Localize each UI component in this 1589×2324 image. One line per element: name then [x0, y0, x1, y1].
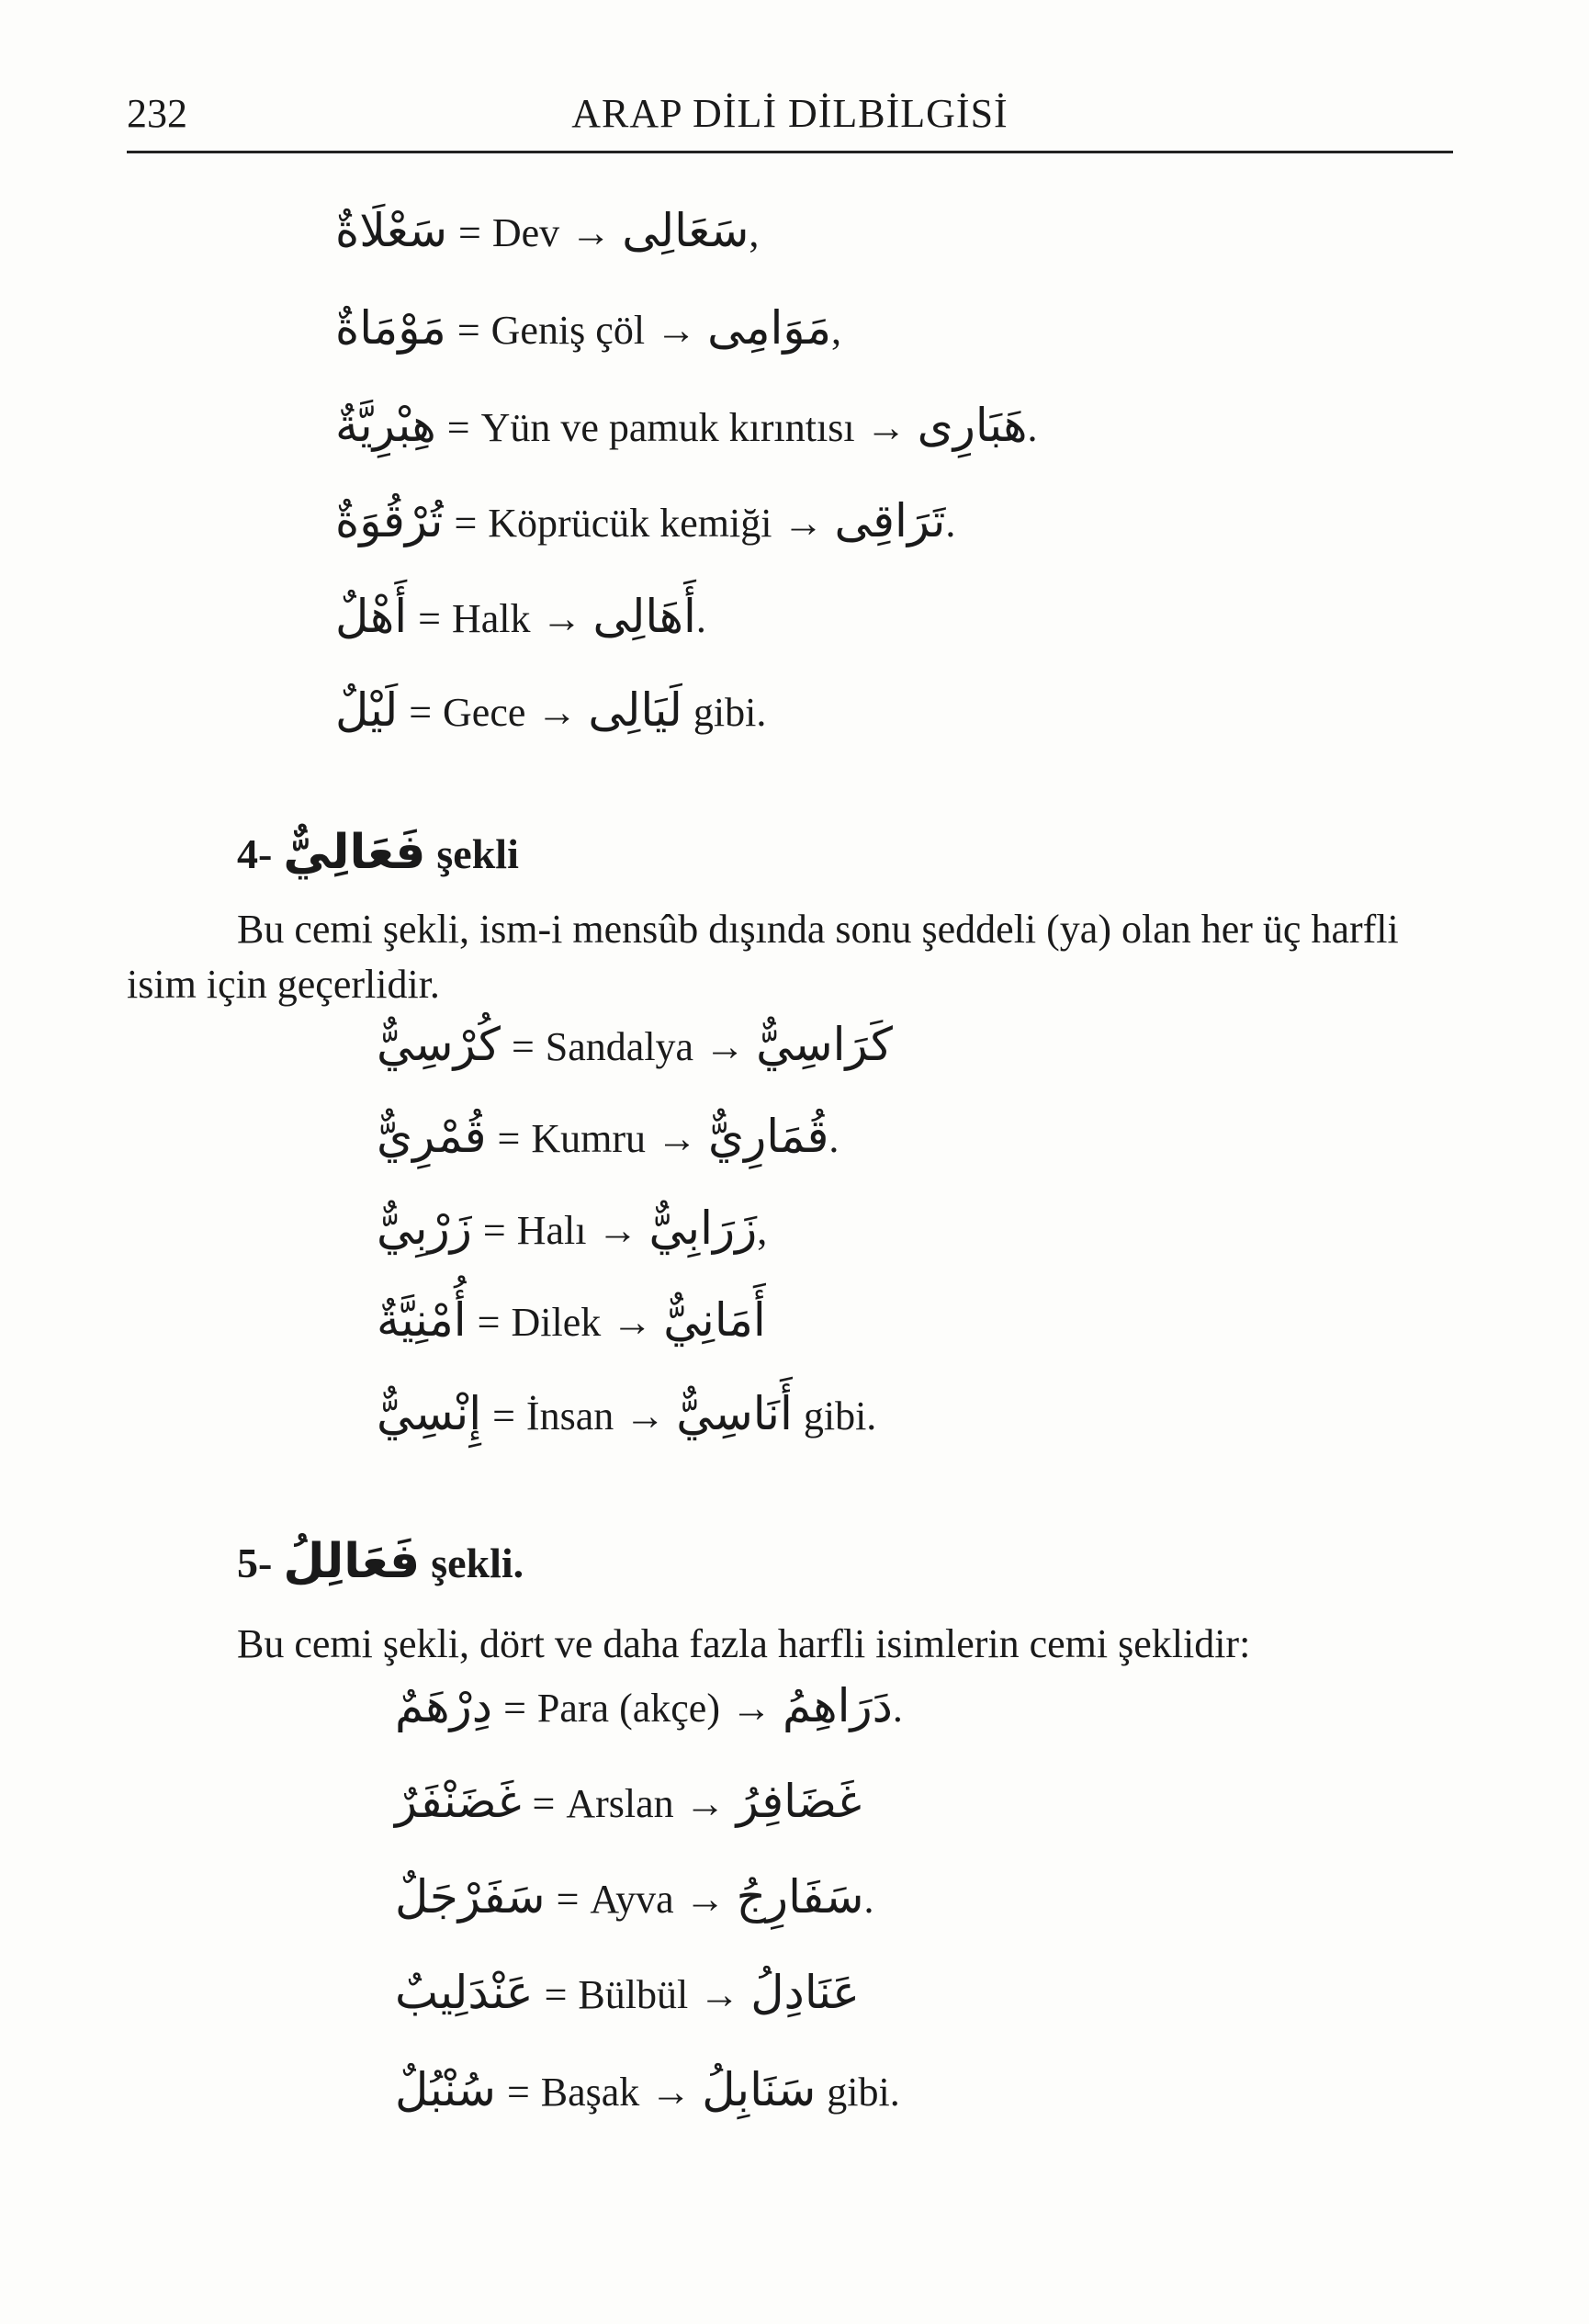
- arabic-singular: عَنْدَلِيبٌ: [395, 1966, 534, 2019]
- line-tail: .: [695, 596, 706, 641]
- turkish-meaning: Geniş çöl: [490, 308, 646, 353]
- arabic-plural: هَبَارِى: [917, 399, 1028, 452]
- turkish-meaning: Halı: [516, 1208, 587, 1253]
- section-4-paragraph: Bu cemi şekli, ism-i mensûb dışında sonu şeddeli (ya) olan her üç harfli isim için geçerlidir.: [127, 907, 1399, 1007]
- arrow-icon: →: [536, 690, 578, 735]
- arrow-icon: →: [684, 1877, 726, 1922]
- arabic-singular: غَضَنْفَرٌ: [395, 1775, 522, 1828]
- arabic-plural: أَنَاسِيٌّ: [676, 1387, 793, 1440]
- example-line: [395, 1775, 862, 1828]
- example-line: [377, 1110, 839, 1163]
- arrow-icon: →: [612, 1300, 653, 1345]
- arabic-plural: مَوَامِى: [707, 301, 832, 355]
- equals-sign: =: [497, 1116, 521, 1161]
- arabic-plural: أَهَالِى: [592, 590, 696, 643]
- arabic-singular: أَهْلٌ: [335, 590, 408, 643]
- section-heading-4: [237, 825, 519, 880]
- equals-sign: =: [418, 596, 441, 641]
- arabic-plural: لَيَالِى: [588, 683, 682, 737]
- arrow-icon: →: [699, 1972, 740, 2017]
- line-tail: .: [892, 1686, 903, 1731]
- example-line: [377, 1201, 767, 1255]
- turkish-meaning: Kumru: [531, 1116, 647, 1161]
- example-line: [335, 590, 706, 643]
- arrow-icon: →: [656, 308, 697, 353]
- arrow-icon: →: [783, 501, 824, 546]
- arrow-icon: →: [865, 405, 907, 450]
- section-label: şekli.: [431, 1540, 524, 1586]
- arabic-singular: لَيْلٌ: [335, 683, 399, 737]
- turkish-meaning: Köprücük kemiği: [488, 501, 772, 546]
- line-tail: gibi.: [827, 2070, 900, 2115]
- arabic-plural: قُمَارِيٌّ: [708, 1110, 829, 1163]
- arabic-singular: قُمْرِيٌّ: [377, 1110, 487, 1163]
- turkish-meaning: Para (akçe): [536, 1686, 720, 1731]
- example-line: [335, 301, 841, 355]
- arabic-singular: زَرْبِيٌّ: [377, 1201, 472, 1255]
- example-line: [377, 1293, 766, 1347]
- line-tail: .: [945, 501, 956, 546]
- arabic-plural: عَنَادِلُ: [750, 1966, 860, 2019]
- turkish-meaning: Gece: [443, 690, 526, 735]
- line-tail: .: [828, 1116, 840, 1161]
- line-tail: gibi.: [693, 690, 767, 735]
- turkish-meaning: Sandalya: [545, 1024, 694, 1069]
- turkish-meaning: İnsan: [525, 1393, 614, 1438]
- equals-sign: =: [556, 1877, 580, 1922]
- arrow-icon: →: [704, 1024, 746, 1069]
- section-pattern: فَعَالِلُ: [283, 1534, 421, 1589]
- page-number: 232: [127, 91, 187, 136]
- line-tail: ,: [749, 210, 760, 255]
- arabic-singular: سَفَرْجَلٌ: [395, 1870, 546, 1924]
- example-line: [377, 1018, 893, 1071]
- section-pattern: فَعَالِيٌّ: [283, 825, 426, 880]
- arrow-icon: →: [684, 1781, 726, 1826]
- turkish-meaning: Halk: [451, 596, 531, 641]
- arabic-singular: أُمْنِيَّةٌ: [377, 1293, 467, 1347]
- example-line: [395, 1966, 860, 2019]
- equals-sign: =: [458, 210, 481, 255]
- arrow-icon: →: [657, 1116, 698, 1161]
- arabic-plural: سَعَالِى: [622, 204, 749, 257]
- example-line: [335, 494, 955, 547]
- equals-sign: =: [477, 1300, 501, 1345]
- turkish-meaning: Başak: [540, 2070, 640, 2115]
- arabic-singular: سُنْبُلٌ: [395, 2063, 496, 2116]
- line-tail: ,: [757, 1208, 768, 1253]
- arabic-plural: كَرَاسِيٌّ: [756, 1018, 893, 1071]
- equals-sign: =: [454, 501, 478, 546]
- section-label: şekli: [436, 830, 519, 877]
- arabic-singular: هِبْرِيَّةٌ: [335, 399, 436, 452]
- turkish-meaning: Arslan: [566, 1781, 674, 1826]
- arrow-icon: →: [541, 596, 582, 641]
- arabic-singular: دِرْهَمٌ: [395, 1679, 493, 1732]
- equals-sign: =: [456, 308, 480, 353]
- arrow-icon: →: [570, 210, 612, 255]
- section-heading-5: [237, 1534, 524, 1589]
- example-line: [335, 683, 766, 737]
- turkish-meaning: Yün ve pamuk kırıntısı: [480, 405, 855, 450]
- line-tail: .: [1027, 405, 1038, 450]
- equals-sign: =: [446, 405, 470, 450]
- arabic-plural: أَمَانِيٌّ: [663, 1293, 766, 1347]
- arabic-plural: غَضَافِرُ: [736, 1775, 862, 1828]
- arabic-singular: مَوْمَاةٌ: [335, 301, 446, 355]
- arabic-singular: كُرْسِيٌّ: [377, 1018, 501, 1071]
- arrow-icon: →: [650, 2070, 692, 2115]
- example-line: [395, 1870, 874, 1924]
- equals-sign: =: [532, 1781, 556, 1826]
- equals-sign: =: [492, 1393, 515, 1438]
- example-line: [395, 2063, 900, 2116]
- example-line: [377, 1387, 876, 1440]
- equals-sign: =: [409, 690, 433, 735]
- line-tail: ,: [831, 308, 842, 353]
- equals-sign: =: [482, 1208, 506, 1253]
- example-line: [335, 204, 759, 257]
- line-tail: .: [863, 1877, 874, 1922]
- arabic-singular: إِنْسِيٌّ: [377, 1387, 482, 1440]
- example-line: [395, 1679, 903, 1732]
- section-number: 5-: [237, 1540, 273, 1586]
- arabic-singular: تُرْقُوَةٌ: [335, 494, 444, 547]
- equals-sign: =: [506, 2070, 530, 2115]
- section-5-paragraph: Bu cemi şekli, dört ve daha fazla harfli isimlerin cemi şeklidir:: [237, 1621, 1251, 1666]
- section-number: 4-: [237, 830, 273, 877]
- turkish-meaning: Dev: [491, 210, 560, 255]
- turkish-meaning: Dilek: [511, 1300, 602, 1345]
- arabic-plural: سَنَابِلُ: [702, 2063, 817, 2116]
- equals-sign: =: [544, 1972, 568, 2017]
- arrow-icon: →: [597, 1208, 638, 1253]
- equals-sign: =: [511, 1024, 535, 1069]
- arabic-plural: تَرَاقِى: [834, 494, 946, 547]
- arabic-plural: زَرَابِيٌّ: [648, 1201, 758, 1255]
- running-title: ARAP DİLİ DİLBİLGİSİ: [571, 91, 1009, 136]
- arabic-singular: سَعْلَاةٌ: [335, 204, 448, 257]
- turkish-meaning: Ayva: [590, 1877, 674, 1922]
- example-line: [335, 399, 1038, 452]
- arrow-icon: →: [625, 1393, 666, 1438]
- arrow-icon: →: [730, 1686, 772, 1731]
- equals-sign: =: [503, 1686, 526, 1731]
- arabic-plural: سَفَارِجُ: [736, 1870, 864, 1924]
- page-header: [127, 90, 1453, 153]
- arabic-plural: دَرَاهِمُ: [782, 1679, 893, 1732]
- line-tail: gibi.: [803, 1393, 877, 1438]
- turkish-meaning: Bülbül: [578, 1972, 689, 2017]
